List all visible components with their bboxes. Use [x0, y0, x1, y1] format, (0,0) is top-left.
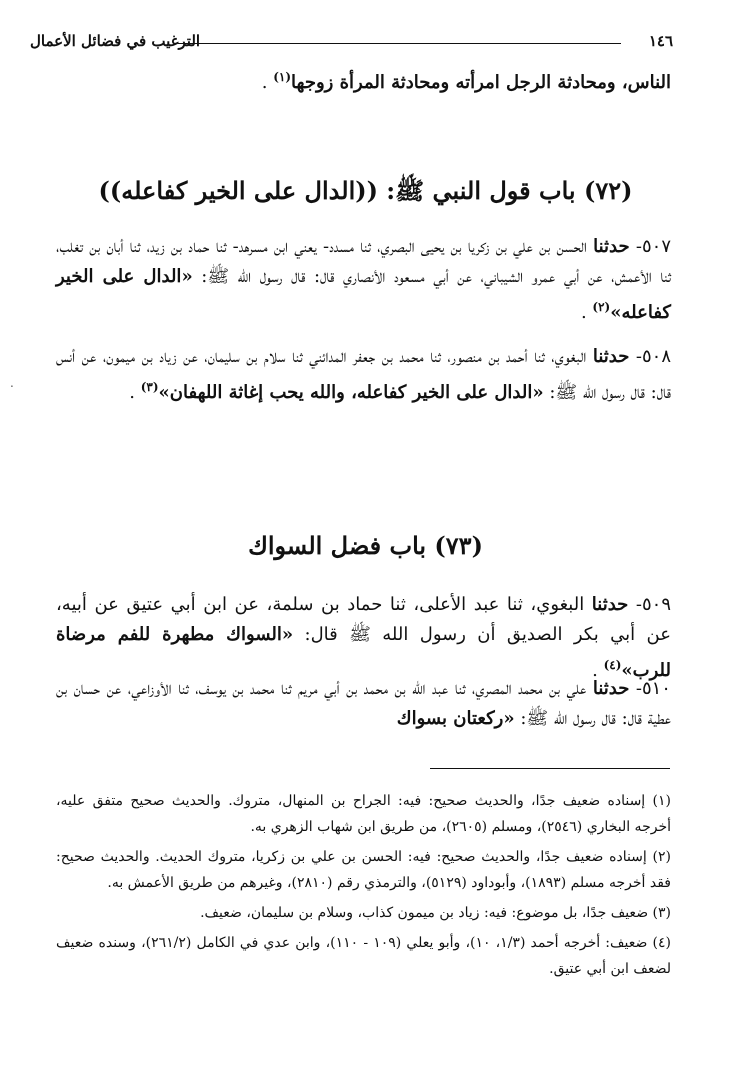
- footnote-text: ضعيف: أخرجه أحمد (١/٣، ١٠)، وأبو يعلي (١٠٩ - ١١٠)، وابن عدي في الكامل (٢٦١/٢)، وسنده ضعيف لضعف ابن أبي عتيق.: [56, 935, 671, 977]
- hadith-510: [56, 674, 671, 734]
- hadith-text: «السواك مطهرة للفم مرضاة للرب»: [56, 624, 671, 681]
- running-title: الترغيب في فضائل الأعمال: [30, 32, 201, 50]
- footnotes: [56, 788, 671, 986]
- hadith-number: ٥١٠-: [635, 678, 671, 699]
- footnote-4: [56, 930, 671, 982]
- isnad-text: البغوي، ثنا أحمد بن منصور، ثنا محمد بن جعفر المدائني ثنا سلام بن سليمان، عن زياد بن ميمون، عن أنس قال: قال رسول الله ﷺ:: [56, 346, 671, 403]
- hadith-text: «الدال على الخير كفاعله، والله يحب إغاثة اللهفان»: [158, 382, 544, 403]
- chapter-72-quote: ((الدال على الخير كفاعله)): [98, 176, 378, 205]
- footnote-separator: [430, 768, 670, 769]
- footnote-text: إسناده ضعيف جدًا، والحديث صحيح: فيه: الجراح بن المنهال، متروك. والحديث صحيح متفق عليه، أخرجه البخاري (٢٥٤٦)، ومسلم (٢٦٠٥)، من طريق ابن شهاب الزهري به.: [56, 793, 671, 835]
- narration-lead: حدثنا: [593, 236, 630, 257]
- header-rule: [178, 43, 621, 44]
- isnad-text: الحسن بن علي بن زكريا بن يحيى البصري، ثنا مسدد- يعني ابن مسرهد- ثنا حماد بن زيد، ثنا أبان بن تغلب، ثنا الأعمش، عن أبي عمرو الشيباني، عن أبي مسعود الأنصاري قال: قال رسول الله ﷺ:: [56, 236, 672, 287]
- isnad-text: البغوي، ثنا عبد الأعلى، ثنا حماد بن سلمة، عن ابن أبي عتيق عن أبيه، عن أبي بكر الصديق أن رسول الله ﷺ قال:: [56, 594, 671, 645]
- footnote-mark: (٣): [652, 905, 671, 921]
- footnote-ref-2[interactable]: (٢): [592, 300, 611, 314]
- hadith-number: ٥٠٩-: [635, 594, 671, 615]
- footnote-ref-3[interactable]: (٣): [140, 380, 159, 394]
- continuation-text: الناس، ومحادثة الرجل امرأته ومحادثة المرأة زوجها: [291, 72, 671, 93]
- footnote-mark: (١): [652, 793, 671, 809]
- hadith-509: [56, 590, 671, 686]
- running-header: [30, 32, 673, 54]
- chapter-72-prefix: (٧٢) باب قول النبي ﷺ:: [377, 176, 633, 205]
- footnote-mark: (٤): [652, 935, 672, 951]
- footnote-text: ضعيف جدًا، بل موضوع: فيه: زياد بن ميمون كذاب، وسلام بن سليمان، ضعيف.: [200, 905, 649, 921]
- margin-mark: .: [10, 376, 14, 390]
- hadith-text: «الدال على الخير كفاعله»: [56, 266, 671, 323]
- footnote-ref-1[interactable]: (١): [273, 70, 292, 84]
- isnad-text: علي بن محمد المصري، ثنا عبد الله بن محمد بن أبي مريم ثنا محمد بن يوسف، ثنا الأوزاعي، عن حسان بن عطية قال: قال رسول الله ﷺ:: [56, 678, 671, 729]
- chapter-72-heading: [40, 176, 691, 211]
- narration-lead: حدثنا: [591, 594, 629, 615]
- hadith-text: «ركعتان بسواك: [396, 708, 515, 729]
- paragraph-end: .: [592, 660, 604, 681]
- chapter-73-heading: (٧٣) باب فضل السواك: [248, 531, 483, 560]
- page-number: ١٤٦: [648, 32, 673, 50]
- narration-lead: حدثنا: [592, 678, 630, 699]
- hadith-508: [56, 342, 671, 408]
- continuation-paragraph: [56, 62, 671, 98]
- hadith-507: [56, 232, 671, 328]
- footnote-3: [56, 900, 671, 926]
- footnote-1: [56, 788, 671, 840]
- paragraph-end: .: [580, 302, 593, 323]
- hadith-number: ٥٠٨-: [635, 346, 671, 367]
- footnote-2: [56, 844, 671, 896]
- footnote-mark: (٢): [652, 849, 672, 865]
- footnote-text: إسناده ضعيف جدًا، والحديث صحيح: فيه: الحسن بن علي بن زكريا، متروك الحديث. والحديث صحيح: فقد أخرجه مسلم (١٨٩٣)، وأبوداود (٥١٢٩)، والترمذي رقم (٢٨١٠)، وغيرهم من طريق الأعمش به.: [56, 849, 671, 891]
- footnote-ref-4[interactable]: (٤): [603, 658, 622, 672]
- hadith-number: ٥٠٧-: [635, 236, 671, 257]
- narration-lead: حدثنا: [592, 346, 630, 367]
- paragraph-end: .: [129, 382, 141, 403]
- continuation-end: .: [261, 72, 274, 93]
